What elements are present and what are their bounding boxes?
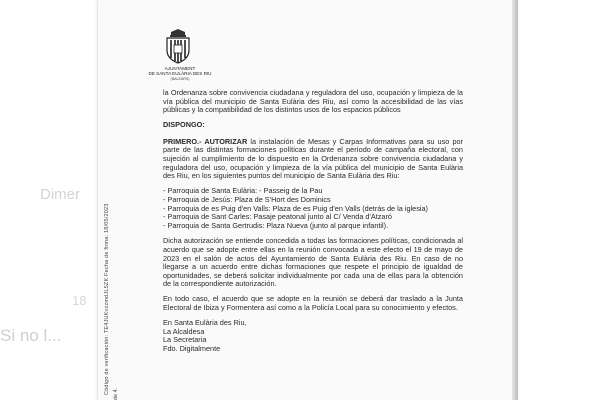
primero-text: la instalación de Mesas y Carpas Informativas para su uso por parte de las distintas formaciones políticas durante el período de campaña electoral, con sujeción al cumplimiento de lo dispuesto en la Ordenanza sobre convivencia ciudadana y reguladora del uso, ocupación y limpieza de la vía pública del municipio de Santa Eulària des Riu, en los siguientes puntos del municipio de Santa Eulària des Riu: xyxy=(163,136,463,181)
autorizacion-paragraph: Dicha autorización se entiende concedida a todas las formaciones políticas, condicionada al acuerdo que se adopte entre ellas en la reunión convocada a este efecto el 19 de mayo de 2023 en el salón de actos del Ayuntamiento de Santa Eulària des Riu. En caso de no llegarse a un acuerdo entre dichas formaciones que respete el principio de igualdad de oportunidades, se deberá solicitar individualmente por cada una de ellas para la obtención de la correspondiente autorización. xyxy=(163,236,463,289)
dispongo-heading: DISPONGO: xyxy=(163,120,205,130)
page-count-fragment: de 4. xyxy=(113,387,119,400)
intro-paragraph: la Ordenanza sobre convivencia ciudadana y reguladora del uso, ocupación y limpieza de la vía pública del municipio de Santa Eulària des Riu, así como la accesibilidad de las vías públicas y la compatibilidad de los distintos usos de los espacios públicos xyxy=(163,88,463,115)
signature-digital: Fdo. Digitalmente xyxy=(163,343,221,353)
background-fragment-dimer: Dimer xyxy=(40,186,80,203)
org-line-1: AJUNTAMENT xyxy=(164,66,196,71)
document-body xyxy=(163,89,463,353)
locations-list xyxy=(163,187,463,230)
signature-place: En Santa Eulària des Riu, xyxy=(163,318,247,328)
municipality-name xyxy=(140,66,220,82)
primero-label: PRIMERO.- AUTORIZAR xyxy=(163,136,248,146)
signature-secretary: La Secretaria xyxy=(163,335,207,345)
primero-paragraph xyxy=(163,138,463,181)
municipal-crest-icon xyxy=(163,28,193,64)
signature-block xyxy=(163,319,463,353)
location-item: - Parroquia de Sant Carles: Pasaje peatonal junto al C/ Venda d'Atzaró xyxy=(163,212,392,222)
location-item: - Parroquia de Jesús: Plaza de S'Hort des Dominics xyxy=(163,194,331,204)
document-page-edge xyxy=(512,0,518,400)
signature-mayor: La Alcaldesa xyxy=(163,326,205,336)
verification-stamp: Código de verificación: TE4JUKvzzmdJL5ZK Fecha de firma: 18/05/2023 xyxy=(104,203,110,395)
org-line-2: DE SANTA EULÀRIA DES RIU xyxy=(148,71,212,77)
background-right xyxy=(516,0,600,400)
background-fragment-number: 18 xyxy=(72,293,87,308)
location-item: - Parroquia de es Puig d'en Valls: Plaza de es Puig d'en Valls (detrás de la iglesia) xyxy=(163,203,428,213)
en-todo-caso-paragraph: En todo caso, el acuerdo que se adopte en la reunión se deberá dar traslado a la Junta Electoral de Ibiza y Formentera así como a la Policía Local para su conocimiento y efectos. xyxy=(163,294,463,312)
location-item: - Parroquia de Santa Eulària: - Passeig de la Pau xyxy=(163,186,323,196)
background-fragment-si-no: Si no l... xyxy=(0,326,62,345)
location-item: - Parroquia de Santa Gertrudis: Plaza Nueva (junto al parque infantil). xyxy=(163,220,389,230)
org-line-3: (BALEARS) xyxy=(170,76,190,81)
